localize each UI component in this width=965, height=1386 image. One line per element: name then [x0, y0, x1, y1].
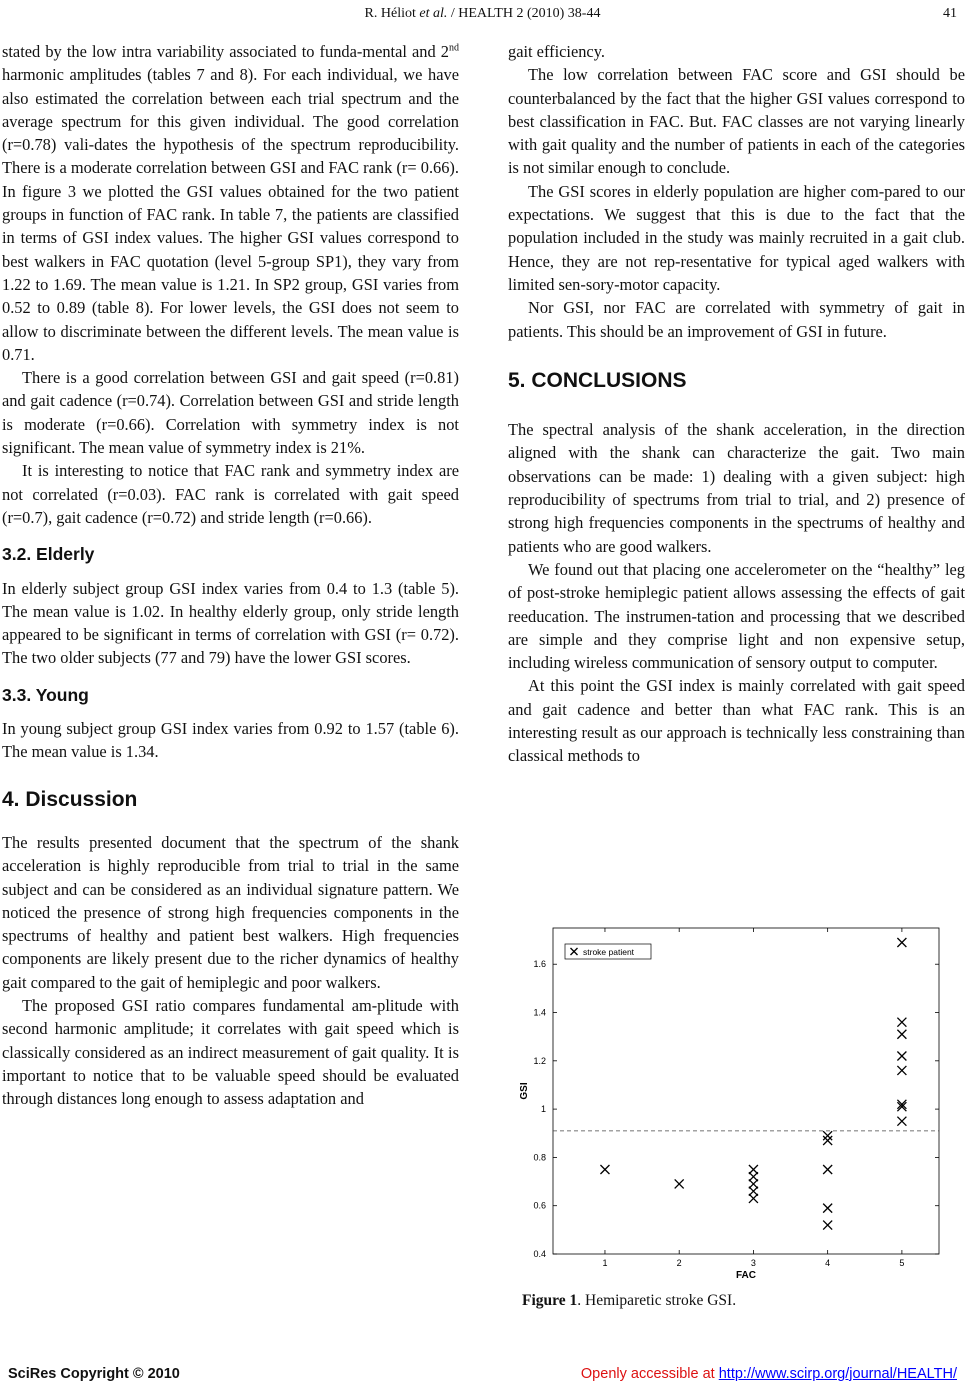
right-column — [508, 40, 965, 768]
paragraph-text: stated by the low intra variability associated to funda-mental and 2 — [2, 42, 449, 61]
y-tick-label: 1.6 — [533, 959, 546, 970]
paragraph: The low correlation between FAC score and GSI should be counterbalanced by the fact that the higher GSI values correspond to best classification in FAC. But. FAC classes are not varying linearly with gait quality and the number of patients in each of the categories is not similar enough to conclude. — [508, 65, 965, 178]
legend-label: stroke patient — [583, 947, 635, 957]
paragraph: The spectral analysis of the shank acceleration, in the direction aligned with the shank can characterize the gait. Two main observations can be made: 1) dealing with a given subject: high reproducibility of spectrums from trial to trial, and 2) presence of strong high frequencies components in the spectrums of healthy and patients who are good walkers. — [508, 420, 965, 556]
gsi-scatter-chart — [508, 922, 965, 1282]
x-tick-label: 1 — [602, 1258, 608, 1268]
section-heading-discussion: 4. Discussion — [2, 787, 138, 811]
running-title — [0, 6, 965, 22]
y-tick-label: 1 — [540, 1104, 546, 1115]
paragraph: At this point the GSI index is mainly correlated with gait speed and gait cadence and better than what FAC rank. This is an interesting result as our approach is technically less constraining than classical methods to — [508, 676, 965, 766]
caption-label: Figure 1 — [522, 1292, 578, 1309]
plot-frame — [553, 928, 939, 1254]
caption-text: . Hemiparetic stroke GSI. — [577, 1292, 737, 1309]
y-tick-label: 1.4 — [533, 1007, 546, 1018]
paragraph: The GSI scores in elderly population are higher com-pared to our expectations. We suggest that this is due to the fact that the population included in the study was mainly recruited in a gait club. Hence, they are not rep-resentative for typical aged walkers with limited sen-sory-motor capacity. — [508, 181, 965, 294]
y-tick-label: 0.4 — [533, 1249, 546, 1259]
section-heading-conclusions: 5. CONCLUSIONS — [508, 368, 687, 392]
section-heading-elderly: 3.2. Elderly — [2, 544, 95, 565]
paragraph: The proposed GSI ratio compares fundamental am-plitude with second harmonic amplitude; it correlates with gait speed which is classically considered as an indirect measurement of gait quality. It is important to notice that to be valuable speed should be evaluated through distances long enough to assess adaptation and — [2, 995, 459, 1109]
copyright-notice: SciRes Copyright © 2010 — [8, 1366, 180, 1382]
running-header — [0, 6, 965, 24]
superscript: nd — [449, 42, 459, 54]
title-journal: / HEALTH 2 (2010) 38-44 — [447, 6, 601, 21]
paragraph: There is a good correlation between GSI and gait speed (r=0.81) and gait cadence (r=0.74). Correlation between GSI and stride length is moderate (r=0.66). Correlation with symmetry index is not significant. The mean value of symmetry index is 21%. — [2, 368, 459, 458]
paragraph: In young subject group GSI index varies from 0.92 to 1.57 (table 6). The mean value is 1.34. — [2, 719, 459, 762]
title-etal: et al. — [419, 6, 448, 21]
section-heading-young: 3.3. Young — [2, 684, 89, 705]
x-tick-label: 5 — [899, 1258, 905, 1268]
paragraph: The results presented document that the spectrum of the shank acceleration is highly reproducible from trial to trial in the same subject and can be considered as an individual signature pattern. We noticed the presence of strong high frequencies components in the spectrums of healthy and patient best walkers. High frequencies components are likely present due to the richer dynamics of healthy gait compared to the gait of hemiplegic and poor walkers. — [2, 832, 459, 992]
y-tick-label: 1.2 — [533, 1055, 546, 1066]
paragraph: gait efficiency. — [508, 42, 605, 61]
figure-caption — [522, 1292, 736, 1310]
access-notice — [581, 1366, 957, 1382]
title-authors: R. Héliot — [364, 6, 420, 21]
paragraph-text: harmonic amplitudes (tables 7 and 8). For each individual, we have also estimated the correlation between each trial spectrum and the average spectrum for this given individual. The good correlation (r=0.78) vali-dates the hypothesis of the spectrum reproducibility. There is a moderate correlation between GSI and FAC rank (r= 0.66). In figure 3 we plotted the GSI values obtained for the two patient groups in function of FAC rank. In table 7, the patients are classified in terms of GSI index values. The higher GSI values correspond to best walkers in FAC quotation (level 5-group SP1), they vary from 1.22 to 1.69. The mean value is 1.21. In SP2 group, GSI varies from 0.52 to 0.89 (table 8). For lower levels, the GSI does not seem to allow to discriminate between the different levels. The mean value is 0.71. — [2, 65, 459, 364]
y-tick-label: 0.6 — [533, 1200, 546, 1211]
paragraph: It is interesting to notice that FAC rank and symmetry index are not correlated (r=0.03). FAC rank is correlated with gait speed (r=0.7), gait cadence (r=0.72) and stride length (r=0.66). — [2, 461, 459, 527]
x-tick-label: 4 — [825, 1258, 831, 1268]
paragraph: In elderly subject group GSI index varies from 0.4 to 1.3 (table 5). The mean value is 1.02. In healthy elderly group, only stride length appeared to be significant in terms of correlation with GSI (r= 0.72). The two older subjects (77 and 79) have the lower GSI scores. — [2, 578, 459, 668]
left-column — [2, 40, 459, 1110]
x-tick-label: 2 — [676, 1258, 682, 1268]
figure-1 — [508, 922, 965, 1282]
x-tick-label: 3 — [750, 1258, 756, 1268]
y-tick-label: 0.8 — [533, 1152, 546, 1163]
legend — [565, 944, 651, 959]
paragraph: We found out that placing one accelerometer on the “healthy” leg of post-stroke hemiplegic patient allows assessing the effects of gait reeducation. The instrumen-tation and processing that we described are simple and they comprise light and non expensive setup, including wireless communication of sensory output to computer. — [508, 559, 965, 673]
access-text: Openly accessible at — [580, 1366, 719, 1382]
paragraph: Nor GSI, nor FAC are correlated with symmetry of gait in patients. This should be an improvement of GSI in future. — [508, 298, 965, 341]
y-axis-label: GSI — [519, 1082, 530, 1100]
page-number: 41 — [943, 6, 957, 21]
paragraph — [2, 40, 459, 366]
journal-link[interactable]: http://www.scirp.org/journal/HEALTH/ — [718, 1366, 957, 1382]
x-axis-label: FAC — [736, 1270, 756, 1281]
